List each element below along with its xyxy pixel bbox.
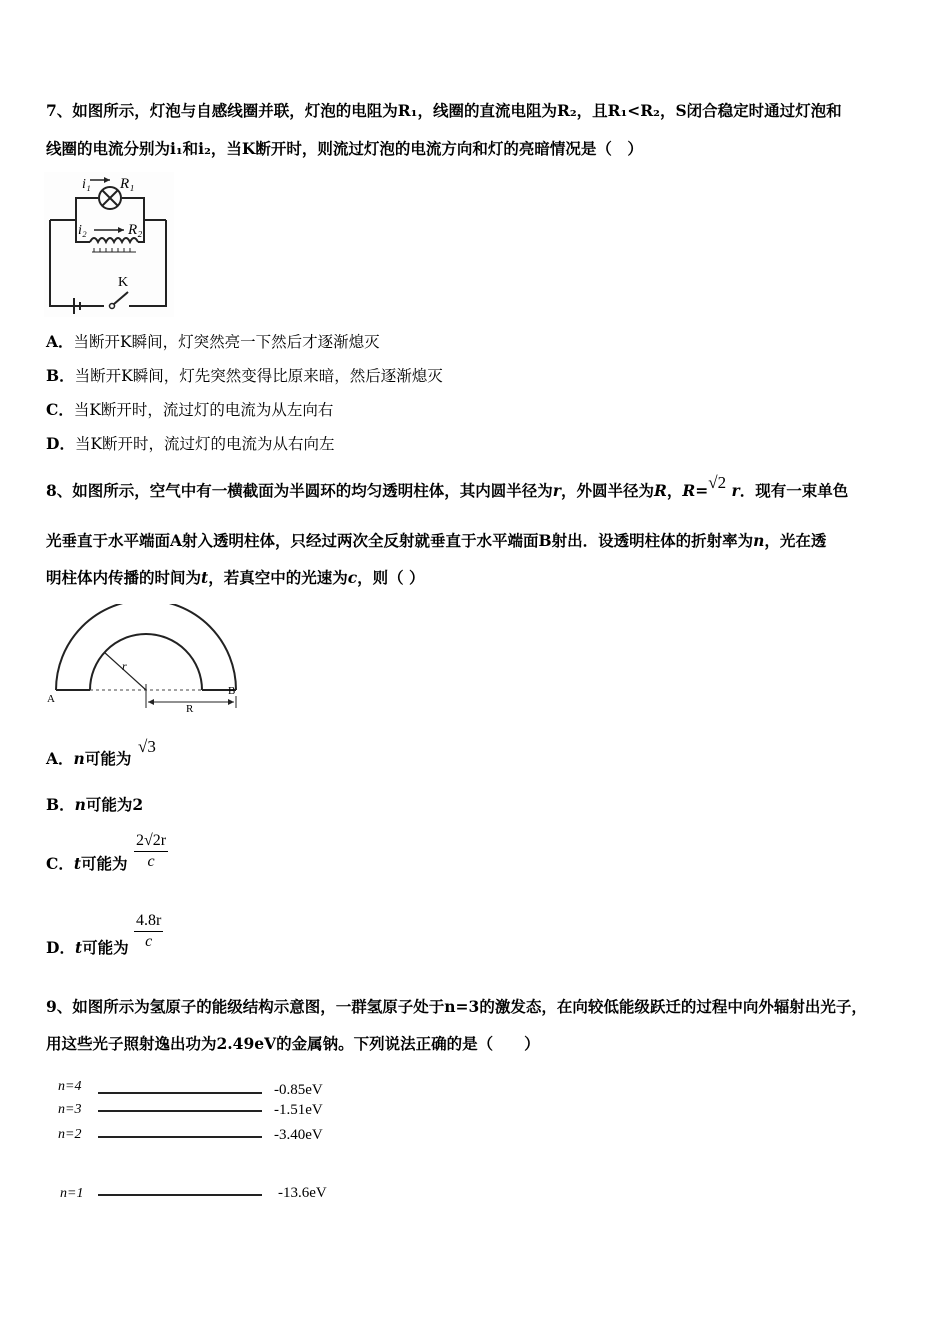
q8-option-b: B．n可能为2 [46,795,144,814]
level-line-n3 [98,1110,262,1112]
q7-stem-line2: 线圈的电流分别为i₁和i₂，当K断开时，则流过灯泡的电流方向和灯的亮暗情况是（ ） [46,139,643,158]
q8-option-a-value: √3 [138,737,156,756]
fig-label-R2: R₂ [128,222,143,238]
level-label-n3: n=3 [58,1102,82,1117]
fig-label-r: r [122,659,127,673]
q8-half-ring-diagram [44,604,244,714]
q7-option-d: D．当K断开时，流过灯的电流为从右向左 [46,434,335,453]
q8-stem-line2: 光垂直于水平端面A射入透明柱体，只经过两次全反射就垂直于水平端面B射出．设透明柱体的折射率为n，光在透 [46,531,827,550]
q9-stem-line2: 用这些光子照射逸出功为2.49eV的金属钠。下列说法正确的是（ ） [46,1034,540,1053]
level-label-n2: n=2 [58,1127,82,1142]
fig-label-R1: R₁ [120,176,135,192]
level-line-n4 [98,1092,262,1094]
q8-option-c: C．t可能为 [46,854,128,873]
q7-circuit-diagram [44,172,174,317]
q7-option-c: C．当K断开时，流过灯的电流为从左向右 [46,400,334,419]
fig-label-K: K [118,275,129,290]
level-label-n1: n=1 [60,1186,84,1201]
fig-label-B: B [228,685,236,697]
level-energy-n3: -1.51eV [274,1102,323,1118]
q8-stem-line3: 明柱体内传播的时间为t，若真空中的光速为c，则（ ） [46,568,425,587]
fig-label-R: R [186,703,194,714]
level-line-n1 [98,1194,262,1196]
fig-label-i2: i₂ [78,223,87,238]
fig-label-i1: i₁ [82,177,91,192]
level-line-n2 [98,1136,262,1138]
q7-option-b: B．当断开K瞬间，灯先突然变得比原来暗，然后逐渐熄灭 [46,366,443,385]
fig-label-A: A [47,693,55,705]
q8-stem-line1: 8、如图所示，空气中有一横截面为半圆环的均匀透明柱体，其内圆半径为r，外圆半径为R，R=√2 r．现有一束单色 [46,473,849,500]
q7-stem-line1: 7、如图所示，灯泡与自感线圈并联，灯泡的电阻为R₁，线圈的直流电阻为R₂，且R₁<R₂，S闭合稳定时通过灯泡和 [46,101,842,120]
q8-option-a: A．n可能为 [46,749,132,768]
level-label-n4: n=4 [58,1079,82,1094]
q9-stem-line1: 9、如图所示为氢原子的能级结构示意图，一群氢原子处于n=3的激发态，在向较低能级跃迁的过程中向外辐射出光子， [46,997,867,1016]
q8-option-c-fraction: 2√2r c [136,832,167,870]
level-energy-n4: -0.85eV [274,1082,323,1098]
level-energy-n2: -3.40eV [274,1127,323,1143]
q8-option-d-fraction: 4.8r c [136,912,162,950]
q7-option-a: A．当断开K瞬间，灯突然亮一下然后才逐渐熄灭 [46,332,380,351]
q8-option-d: D．t可能为 [46,938,129,957]
level-energy-n1: -13.6eV [278,1185,327,1201]
